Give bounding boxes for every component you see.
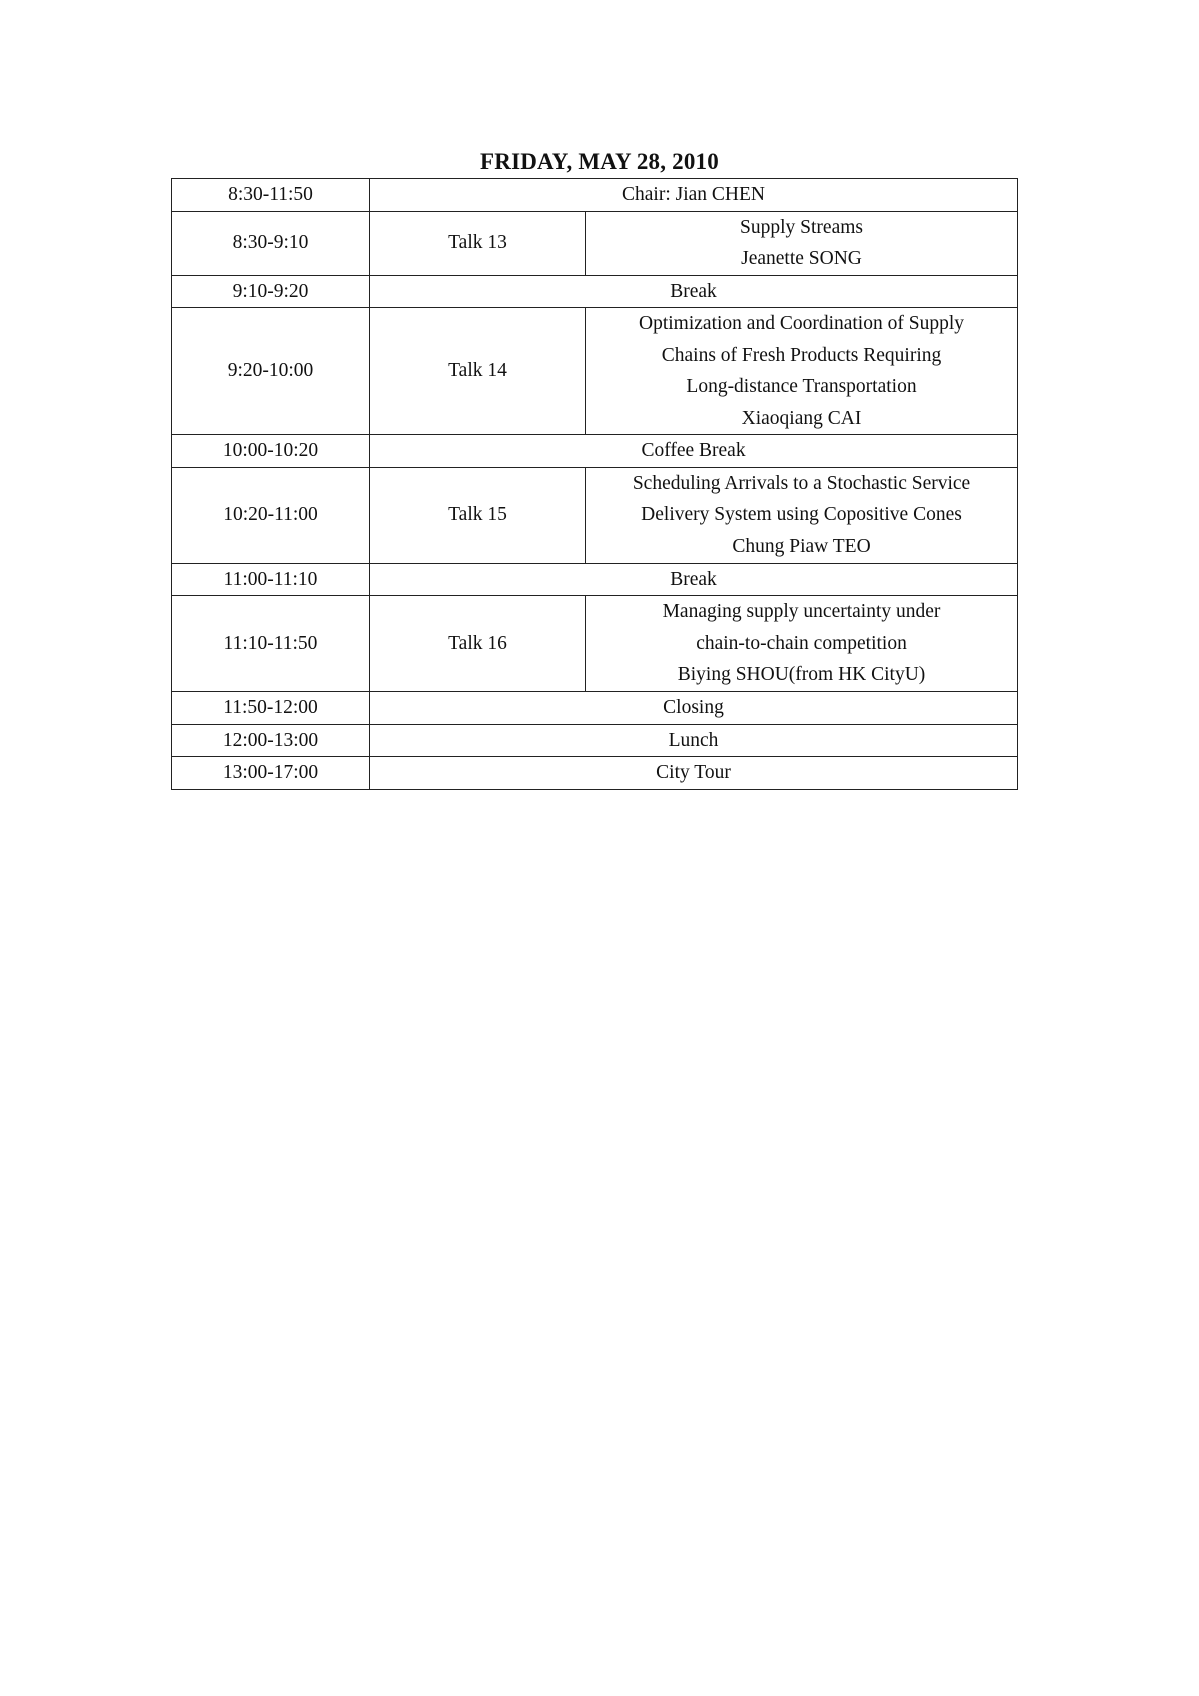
time-cell: 9:20-10:00 <box>172 308 370 435</box>
talk-title: Supply Streams <box>740 216 863 238</box>
coffee-break-cell: Coffee Break <box>370 435 1018 468</box>
talk-detail-cell <box>586 308 1018 435</box>
talk-number-cell: Talk 15 <box>370 467 586 563</box>
talk-number-cell: Talk 14 <box>370 308 586 435</box>
table-row-chair <box>172 179 1018 212</box>
talk-speaker: Biying SHOU(from HK CityU) <box>677 664 926 686</box>
talk-title-line: Optimization and Coordination of Supply <box>639 313 964 334</box>
table-row-talk-15 <box>172 467 1018 563</box>
table-row-talk-16 <box>172 596 1018 692</box>
closing-cell: Closing <box>370 692 1018 725</box>
talk-title-line: Managing supply uncertainty under <box>662 601 941 623</box>
talk-title-line: Scheduling Arrivals to a Stochastic Service <box>632 472 971 494</box>
break-cell: Break <box>370 563 1018 596</box>
time-cell: 8:30-9:10 <box>172 211 370 275</box>
table-row-break <box>172 563 1018 596</box>
table-row-coffee-break <box>172 435 1018 468</box>
page-title: FRIDAY, MAY 28, 2010 <box>480 149 719 174</box>
schedule-table <box>171 178 1018 790</box>
talk-title-line: Chains of Fresh Products Requiring <box>661 344 942 366</box>
talk-detail-cell <box>586 211 1018 275</box>
talk-title-line: chain-to-chain competition <box>696 632 907 654</box>
talk-speaker: Jeanette SONG <box>741 248 862 269</box>
chair-cell: Chair: Jian CHEN <box>370 179 1018 212</box>
talk-detail-cell <box>586 467 1018 563</box>
time-cell: 10:20-11:00 <box>172 467 370 563</box>
city-tour-cell: City Tour <box>370 757 1018 790</box>
lunch-cell: Lunch <box>370 724 1018 757</box>
talk-number-cell: Talk 13 <box>370 211 586 275</box>
table-row-talk-13 <box>172 211 1018 275</box>
time-cell: 11:00-11:10 <box>172 563 370 596</box>
table-row-closing <box>172 692 1018 725</box>
time-cell: 11:10-11:50 <box>172 596 370 692</box>
table-row-talk-14 <box>172 308 1018 435</box>
time-cell: 9:10-9:20 <box>172 275 370 308</box>
break-cell: Break <box>370 275 1018 308</box>
table-row-city-tour <box>172 757 1018 790</box>
time-cell: 11:50-12:00 <box>172 692 370 725</box>
talk-title-line: Long-distance Transportation <box>686 376 917 397</box>
talk-speaker: Chung Piaw TEO <box>732 535 871 557</box>
time-cell: 8:30-11:50 <box>172 179 370 212</box>
table-row-lunch <box>172 724 1018 757</box>
talk-speaker: Xiaoqiang CAI <box>741 407 862 429</box>
talk-number-cell: Talk 16 <box>370 596 586 692</box>
table-row-break <box>172 275 1018 308</box>
time-cell: 13:00-17:00 <box>172 757 370 790</box>
talk-title-line: Delivery System using Copositive Cones <box>641 504 962 526</box>
time-cell: 12:00-13:00 <box>172 724 370 757</box>
talk-detail-cell <box>586 596 1018 692</box>
time-cell: 10:00-10:20 <box>172 435 370 468</box>
